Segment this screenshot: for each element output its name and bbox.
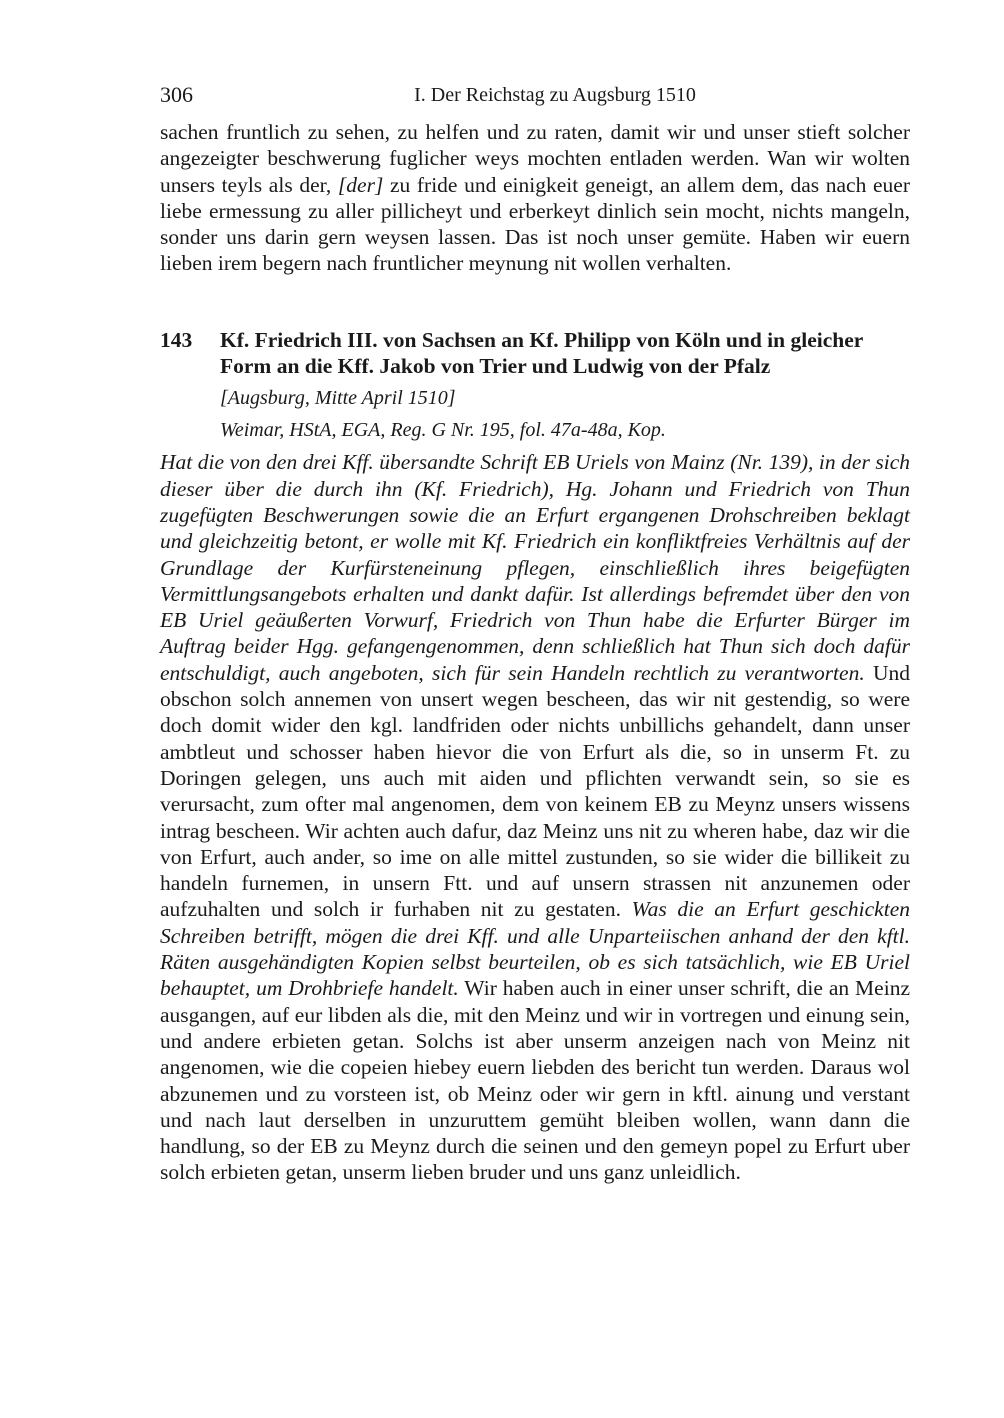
- document-body: [160, 449, 910, 1185]
- editorial-insert: [der]: [337, 172, 384, 197]
- page-header: [160, 80, 910, 110]
- document-title: Kf. Friedrich III. von Sachsen an Kf. Philipp von Köln und in gleicher Form an die Kff. Jakob von Trier und Ludwig von der Pfalz: [220, 327, 863, 379]
- running-title: I. Der Reichstag zu Augsburg 1510: [414, 84, 696, 106]
- document-source: Weimar, HStA, EGA, Reg. G Nr. 195, fol. 47a-48a, Kop.: [220, 419, 666, 442]
- source-text-1: Und obschon solch annemen von unsert wegen bescheen, das wir nit gestendig, so were doch domit wider den kgl. landfriden oder nichts unbillichs gehandelt, dann unser ambtleut und schosser haben hievor die von Erfurt als die, so in unserm Ft. zu Doringen gelegen, uns auch mit aiden und pflichten verwandt sein, so sie es verursacht, zum ofter mal angenomen, dem von keinem EB zu Meynz unsers wissens intrag bescheen. Wir achten auch dafur, daz Meinz uns nit zu wheren habe, daz wir die von Erfurt, auch ander, so ime on alle mittel zustunden, so sie wider die billikeit zu handeln furnemen, in unsern Ftt. und auf unsern strassen nit anzunemen oder aufzuhalten und solch ir furhaben nit zu gestaten.: [160, 660, 911, 922]
- intro-text-part1: sachen fruntlich zu sehen, zu helfen und zu raten, damit wir und unser stieft solcher angezeigter beschwerung fuglicher weys mochten entladen werden. Wan wir wolten unsers teyls als der,: [160, 120, 910, 197]
- document-date-place: [Augsburg, Mitte April 1510]: [220, 387, 456, 410]
- regest-2: Was die an Erfurt geschickten Schreiben betrifft, mögen die drei Kff. und alle Unparteiischen anhand der den kftl. Räten ausgehändigten Kopien selbst beurteilen, ob es sich tatsächlich, wie EB Uriel behauptet, um Drohbriefe handelt.: [160, 897, 910, 1001]
- document-heading: [160, 327, 910, 380]
- page-content: [160, 119, 910, 1186]
- page-number: 306: [160, 82, 193, 107]
- source-text-2: Wir haben auch in einer unser schrift, die an Meinz ausgangen, auf eur libden als die, mit den Meinz und wir in vortregen und einung sein, und andere erbieten getan. Solchs ist aber unserm anzeigen nach von Meinz nit angenomen, wie die copeien hiebey euern liebden des bericht tun werden. Daraus wol abzunemen und zu vorsteen ist, ob Meinz oder wir gern in kftl. ainung und verstant und nach laut derselben in unzuruttem gemüht bleiben wollen, wann dann die handlung, so der EB zu Meynz durch die seinen und den gemeyn popel zu Erfurt uber solch erbieten getan, unserm lieben bruder und uns ganz unleidlich.: [160, 976, 910, 1185]
- document-number: 143: [160, 327, 193, 352]
- intro-paragraph: [160, 119, 910, 277]
- regest-1: Hat die von den drei Kff. übersandte Schrift EB Uriels von Mainz (Nr. 139), in der sich dieser über die durch ihn (Kf. Friedrich), Hg. Johann und Friedrich von Thun zugefügten Beschwerungen sowie die an Erfurt ergangenen Drohschreiben beklagt und gleichzeitig betont, er wolle mit Kf. Friedrich ein konfliktfreies Verhältnis auf der Grundlage der Kurfürsteneinung pflegen, einschließlich ihres beigefügten Vermittlungsangebots erhalten und dankt dafür. Ist allerdings befremdet über den von EB Uriel geäußerten Vorwurf, Friedrich von Thun habe die Erfurter Bürger im Auftrag beider Hgg. gefangengenommen, denn schließlich hat Thun sich doch dafür entschuldigt, auch angeboten, sich für sein Handeln rechtlich zu verantworten.: [160, 450, 910, 685]
- intro-text-part2: zu fride und einigkeit geneigt, an allem dem, das nach euer liebe ermessung zu aller pillicheyt und erberkeyt dinlich sein mocht, nichts mangeln, sonder uns darin gern weysen lassen. Das ist noch unser gemüte. Haben wir euern lieben irem begern nach fruntlicher meynung nit wollen verhalten.: [160, 172, 910, 276]
